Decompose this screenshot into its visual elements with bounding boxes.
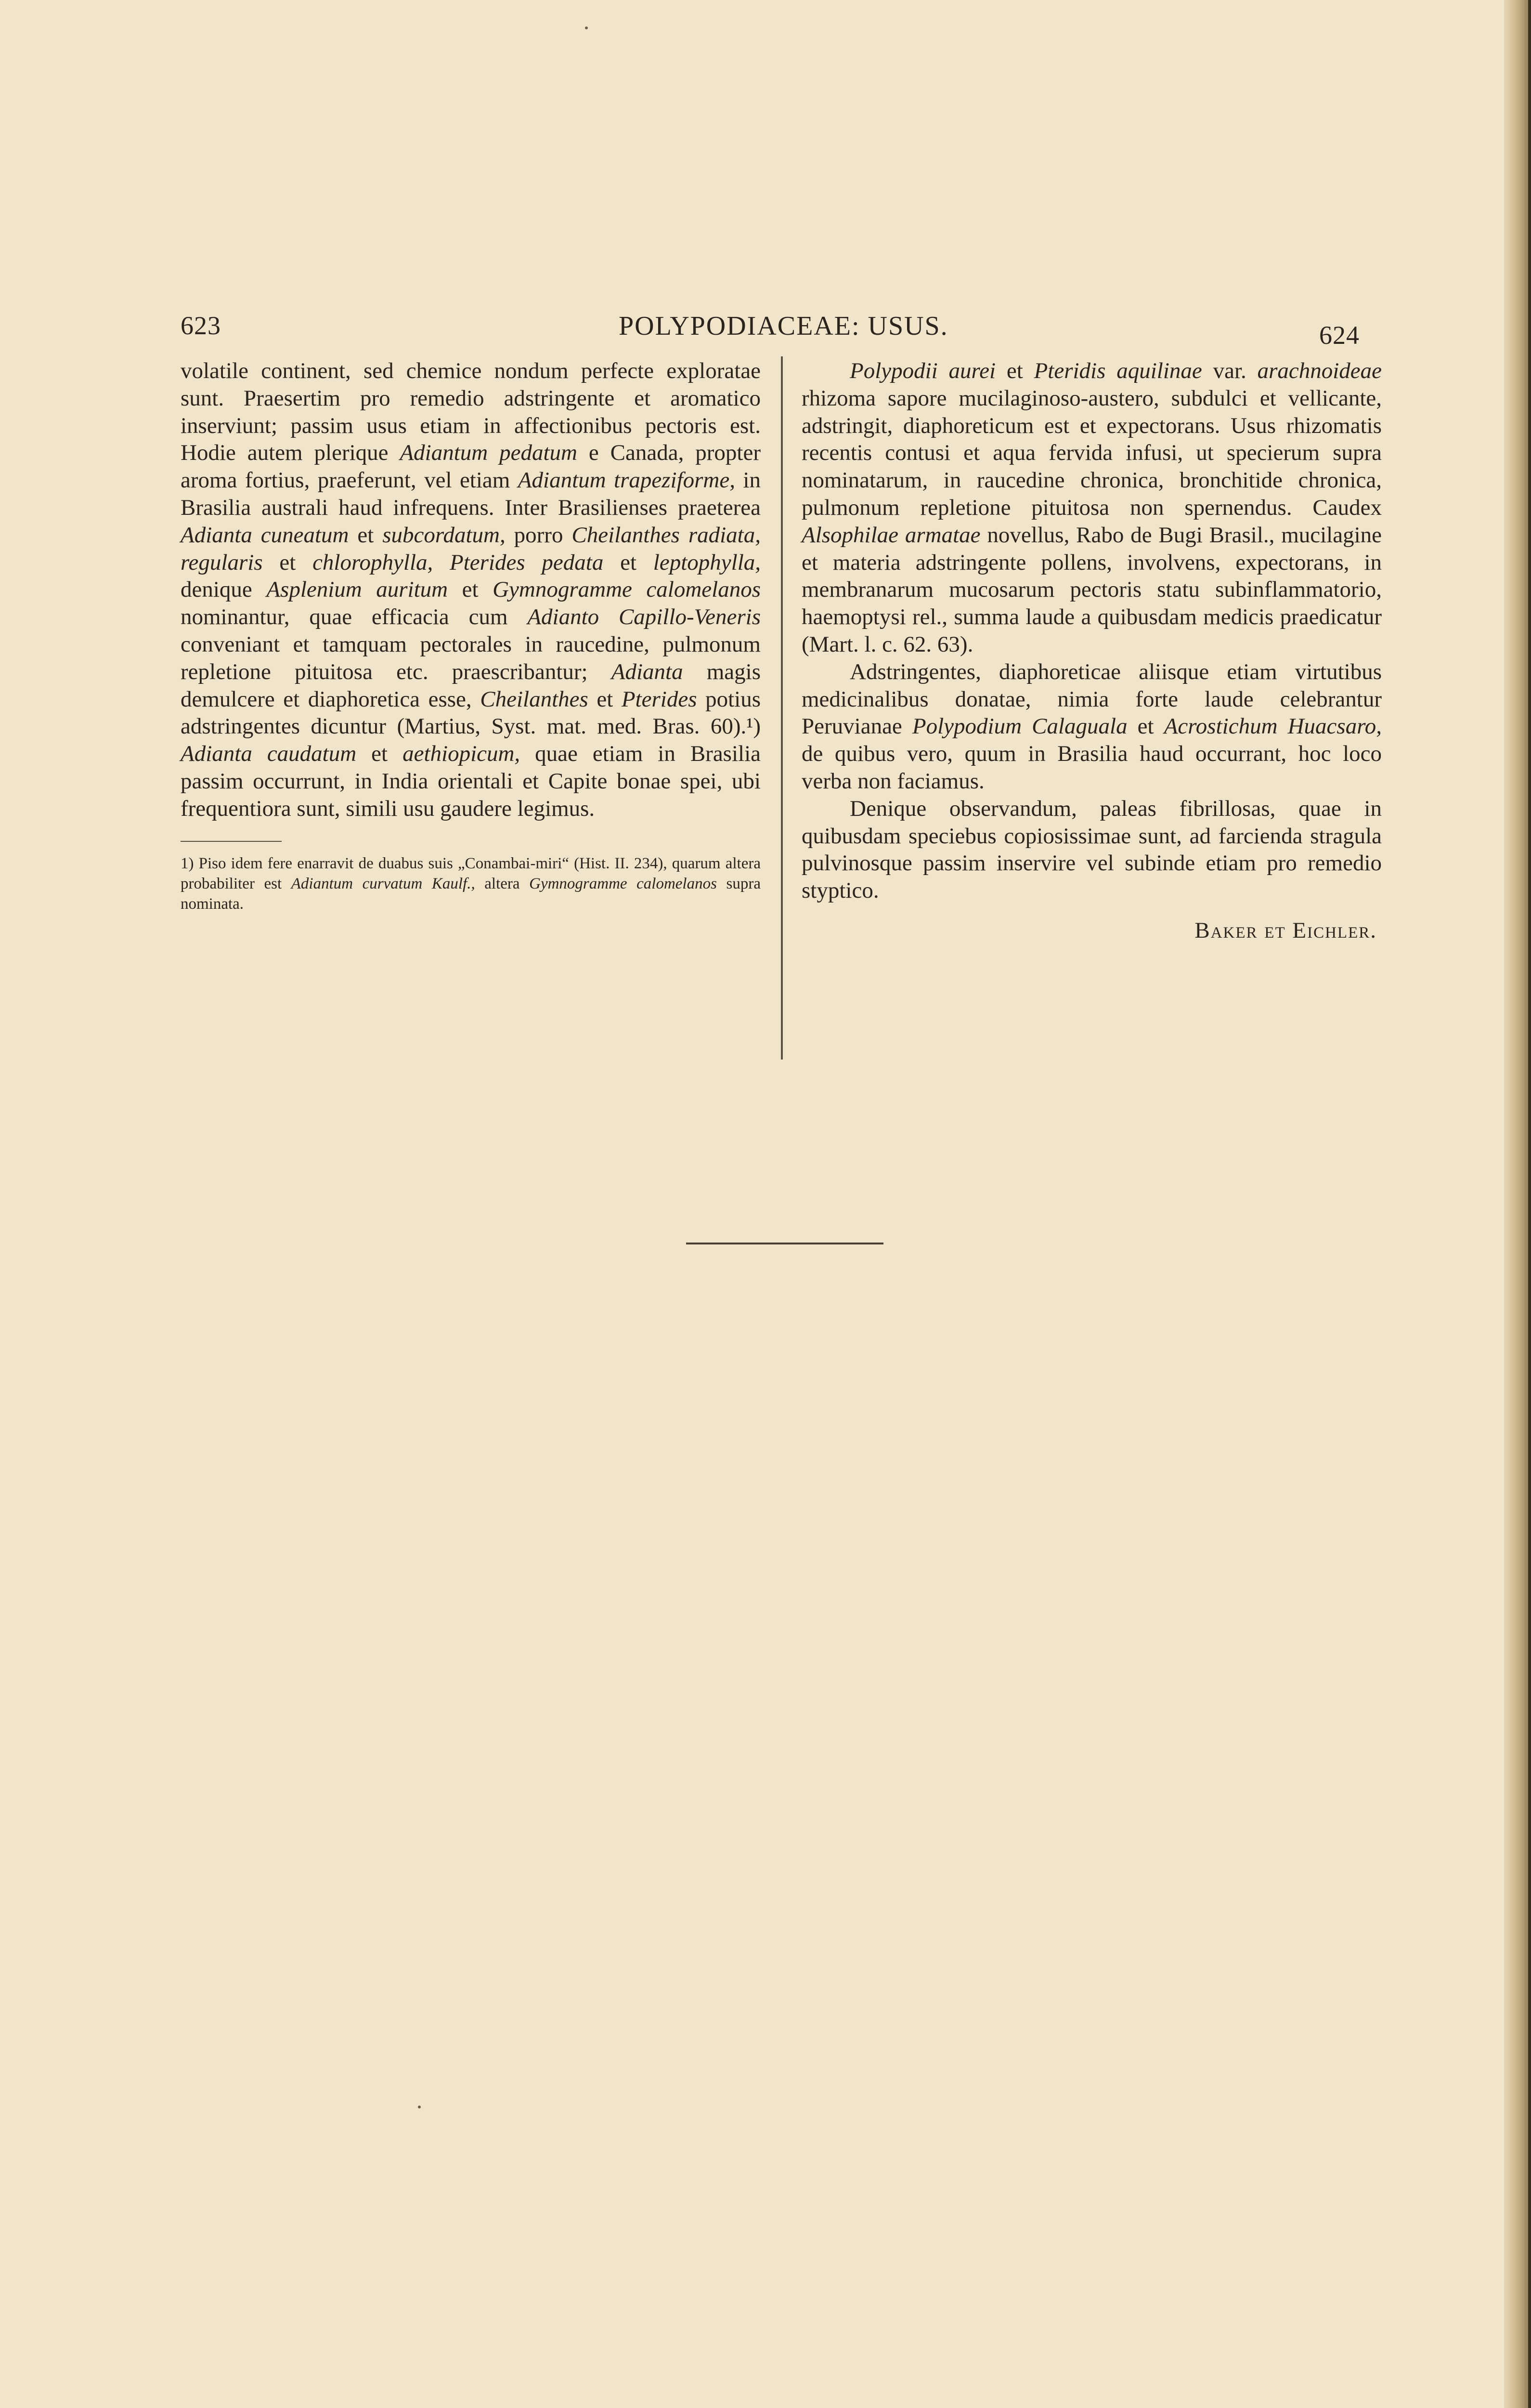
italic-run: leptophylla, [653,550,761,575]
italic-run: Gymnogramme calomelanos [529,875,717,892]
italic-run: Adianta caudatum [181,741,357,767]
body-paragraph: Adstringentes, diaphoreticae aliisque etiam virtutibus medicinalibus donatae, nimia forte laude celebrantur Peruvianae Polypodium Calaguala et Acrostichum Huacsaro, de quibus vero, quum in Brasilia haud occurrant, hoc loco verba non faciamus. [802,659,1382,794]
italic-run: Cheilanthes radiata, regularis [181,522,761,575]
right-column [802,357,1382,944]
italic-run: Adianta [611,659,683,684]
page-edge-shadow [1504,0,1531,2408]
italic-run: Adianta cuneatum [181,522,349,548]
italic-run: Acrostichum Huacsaro, [1164,714,1382,739]
left-column [181,357,761,914]
italic-run: Pteridis aquilinae [1034,358,1202,383]
column-divider [781,356,783,1060]
italic-run: Adiantum pedatum [400,440,577,466]
page-edge-line [1528,0,1531,2408]
italic-run: Adianto Capillo-Veneris [527,604,761,630]
italic-run: Adiantum trapeziforme, [518,468,735,493]
italic-run: aethiopicum, [402,741,520,767]
end-rule [686,1243,883,1244]
paper-speck [585,26,588,29]
italic-run: Cheilanthes [480,686,588,712]
italic-run: arachnoideae [1257,358,1382,383]
page-edge-line-inner [1525,0,1526,2408]
italic-run: Pterides [621,686,697,712]
page-number-left: 623 [181,311,221,340]
italic-run: Polypodii aurei [850,358,996,383]
italic-run: subcordatum, [382,522,506,548]
italic-run: Polypodium Calaguala [912,714,1128,739]
body-paragraph: Polypodii aurei et Pteridis aquilinae var. arachnoideae rhizoma sapore mucilaginoso-austero, subdulci et vellicante, adstringit, diaphoreticum est et expectorans. Usus rhizomatis recentis contusi et aqua fervida infusi, ut specierum supra nominatarum, in raucedine chronica, bronchitide chronica, pulmonum repletione pituitosa non spernendus. Caudex Alsophilae armatae novellus, Rabo de Bugi Brasil., mucilagine et materia adstringente pollens, involvens, expectorans, in membranarum mucosarum pectoris statu subinflammatorio, haemoptysi rel., summa laude a quibusdam medicis praedicatur (Mart. l. c. 62. 63). [802,358,1382,657]
body-paragraph: volatile continent, sed chemice nondum perfecte exploratae sunt. Praesertim pro remedio adstringente et aromatico inserviunt; passim usus etiam in affectionibus pectoris est. Hodie autem plerique Adiantum pedatum e Canada, propter aroma fortius, praeferunt, vel etiam Adiantum trapeziforme, in Brasilia australi haud infrequens. Inter Brasilienses praeterea Adianta cuneatum et subcordatum, porro Cheilanthes radiata, regularis et chlorophylla, Pterides pedata et leptophylla, denique Asplenium auritum et Gymnogramme calomelanos nominantur, quae efficacia cum Adianto Capillo-Veneris conveniant et tamquam pectorales in raucedine, pulmonum repletione pituitosa etc. praescribantur; Adianta magis demulcere et diaphoretica esse, Cheilanthes et Pterides potius adstringentes dicuntur (Martius, Syst. mat. med. Bras. 60).¹) Adianta caudatum et aethiopicum, quae etiam in Brasilia passim occurrunt, in India orientali et Capite bonae spei, ubi frequentiora sunt, simili usu gaudere legimus. [181,358,761,821]
paper-speck [418,2106,421,2108]
italic-run: Gymnogramme calomelanos [493,577,761,602]
italic-run: Asplenium auritum [266,577,448,602]
author-signature: Baker et Eichler. [1194,917,1377,943]
footnote: 1) Piso idem fere enarravit de duabus suis „Conambai-miri“ (Hist. II. 234), quarum altera probabiliter est Adiantum curvatum Kaulf., altera Gymnogramme calomelanos supra nominata. [181,854,761,913]
footnote-rule [181,841,282,842]
italic-run: Adiantum curvatum Kaulf., [291,875,475,892]
body-paragraph: Denique observandum, paleas fibrillosas, quae in quibusdam speciebus copiosissimae sunt, ad farcienda stragula pulvinosque passim inservire vel subinde etiam pro remedio styptico. [802,796,1382,903]
italic-run: Alsophilae armatae [802,522,981,548]
running-head [0,311,1531,349]
italic-run: chlorophylla, Pterides pedata [312,550,604,575]
page-number-right: 624 [1319,321,1360,350]
running-title: POLYPODIACEAE: USUS. [619,311,948,341]
